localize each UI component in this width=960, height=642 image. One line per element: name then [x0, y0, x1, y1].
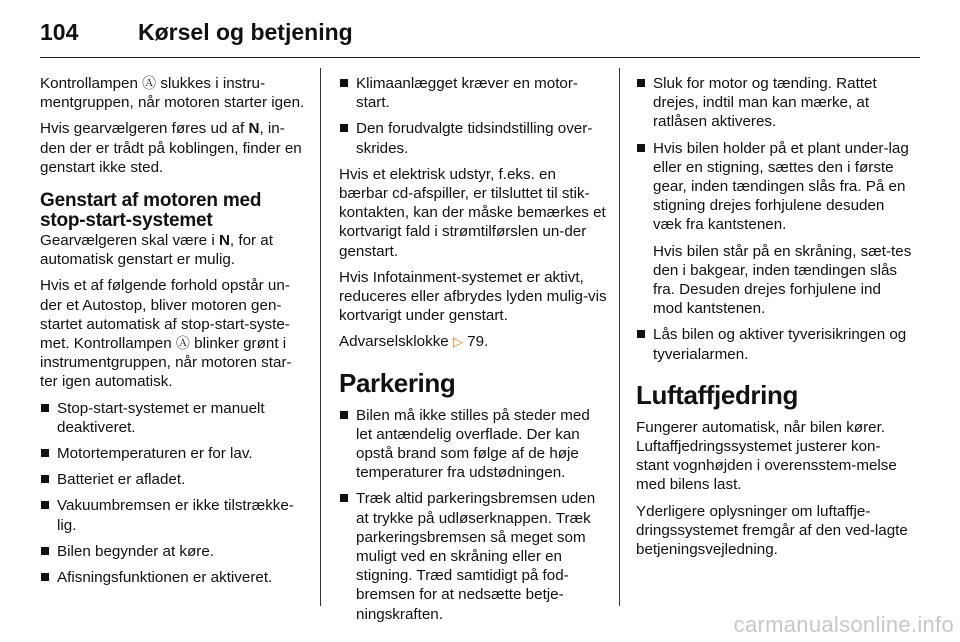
watermark: carmanualsonline.info [733, 612, 954, 637]
section-heading-genstart: Genstart af motoren med stop-start-systemet [40, 190, 262, 232]
page-title: Kørsel og betjening [138, 19, 353, 45]
list-item: Den forudvalgte tidsindstilling over-skrides. [339, 119, 609, 157]
indented-paragraph: Hvis bilen står på en skråning, sæt-tes den i bakgear, inden tændingen slås fra. Desuden drejes forhjulene ind mod kantstenen. [653, 242, 912, 318]
paragraph: Hvis gearvælgeren føres ud af N, in-den der er trådt på koblingen, finder en genstart ikke sted. [40, 120, 302, 176]
autostop-icon: Ⓐ [175, 335, 190, 352]
list-item: Klimaanlægget kræver en motor-start. [339, 74, 609, 112]
list-item: Stop-start-systemet er manuelt deaktiveret. [40, 399, 308, 437]
list-item: Motortemperaturen er for lav. [40, 444, 308, 463]
bullet-list [40, 399, 308, 588]
paragraph: Fungerer automatisk, når bilen kører. Luftaffjedringssystemet justerer kon-stant vognhøjden i overensstem-melse med bilens last. [636, 418, 897, 494]
bullet-list [339, 74, 609, 158]
list-item: Træk altid parkeringsbremsen uden at trykke på udløserknappen. Træk parkeringsbremsen så meget som muligt ved en skråning eller en stigning. Træd samtidigt på fod-bremsen for at nedsætte betje-ningskraften. [339, 489, 609, 623]
page-reference-icon[interactable]: ▷ [452, 334, 463, 350]
header-rule [40, 57, 920, 58]
list-item: Lås bilen og aktiver tyverisikringen og tyverialarmen. [636, 325, 912, 363]
column-divider-2 [619, 68, 620, 606]
page-number: 104 [40, 19, 79, 45]
column-1 [40, 74, 308, 594]
list-item: Bilen begynder at køre. [40, 542, 308, 561]
column-3 [636, 74, 912, 566]
paragraph: Yderligere oplysninger om luftaffje-dringssystemet fremgår af den ved-lagte betjeningsvejledning. [636, 502, 908, 559]
paragraph: Gearvælgeren skal være i N, for at automatisk genstart er mulig. [40, 232, 273, 269]
list-item: Sluk for motor og tænding. Rattet drejes, indtil man kan mærke, at ratlåsen aktiveres. [636, 74, 912, 132]
paragraph: Advarselsklokke ▷ 79. [339, 333, 489, 351]
list-item: Afisningsfunktionen er aktiveret. [40, 568, 308, 587]
section-heading-luftaffjedring: Luftaffjedring [636, 379, 798, 410]
list-item: Bilen må ikke stilles på steder med let antændelig overflade. Der kan opstå brand som følge af de høje temperaturer fra udstødningen. [339, 406, 609, 483]
page-header [40, 16, 920, 52]
paragraph: Hvis Infotainment-systemet er aktivt, reduceres eller afbrydes lyden mulig-vis kortvarigt under genstart. [339, 268, 607, 325]
bullet-list [636, 74, 912, 364]
list-item: Hvis bilen holder på et plant under-lag eller en stigning, sættes den i første gear, inden tændingen slås fra. På en stigning drejes forhjulene desuden væk fra kantstenen. [636, 139, 912, 235]
bullet-list [339, 406, 609, 624]
paragraph: Hvis et af følgende forhold opstår un-der et Autostop, bliver motoren gen-startet automatisk af stop-start-syste-met. Kontrollampen Ⓐ blinker grønt i instrumentgruppen, når motoren star-ter igen automatisk. [40, 277, 292, 391]
autostop-icon: Ⓐ [142, 75, 157, 91]
list-item: Vakuumbremsen er ikke tilstrække-lig. [40, 496, 308, 534]
paragraph: Kontrollampen Ⓐ slukkes i instru-mentgruppen, når motoren starter igen. [40, 75, 305, 112]
column-divider-1 [320, 68, 321, 606]
list-item: Batteriet er afladet. [40, 470, 308, 489]
column-2 [339, 74, 609, 631]
section-heading-parkering: Parkering [339, 367, 456, 398]
paragraph: Hvis et elektrisk udstyr, f.eks. en bærbar cd-afspiller, er tilsluttet til stik-kontakten, kan der måske bemærkes et kortvarigt fald i strømtilførslen un-der genstart. [339, 165, 606, 260]
